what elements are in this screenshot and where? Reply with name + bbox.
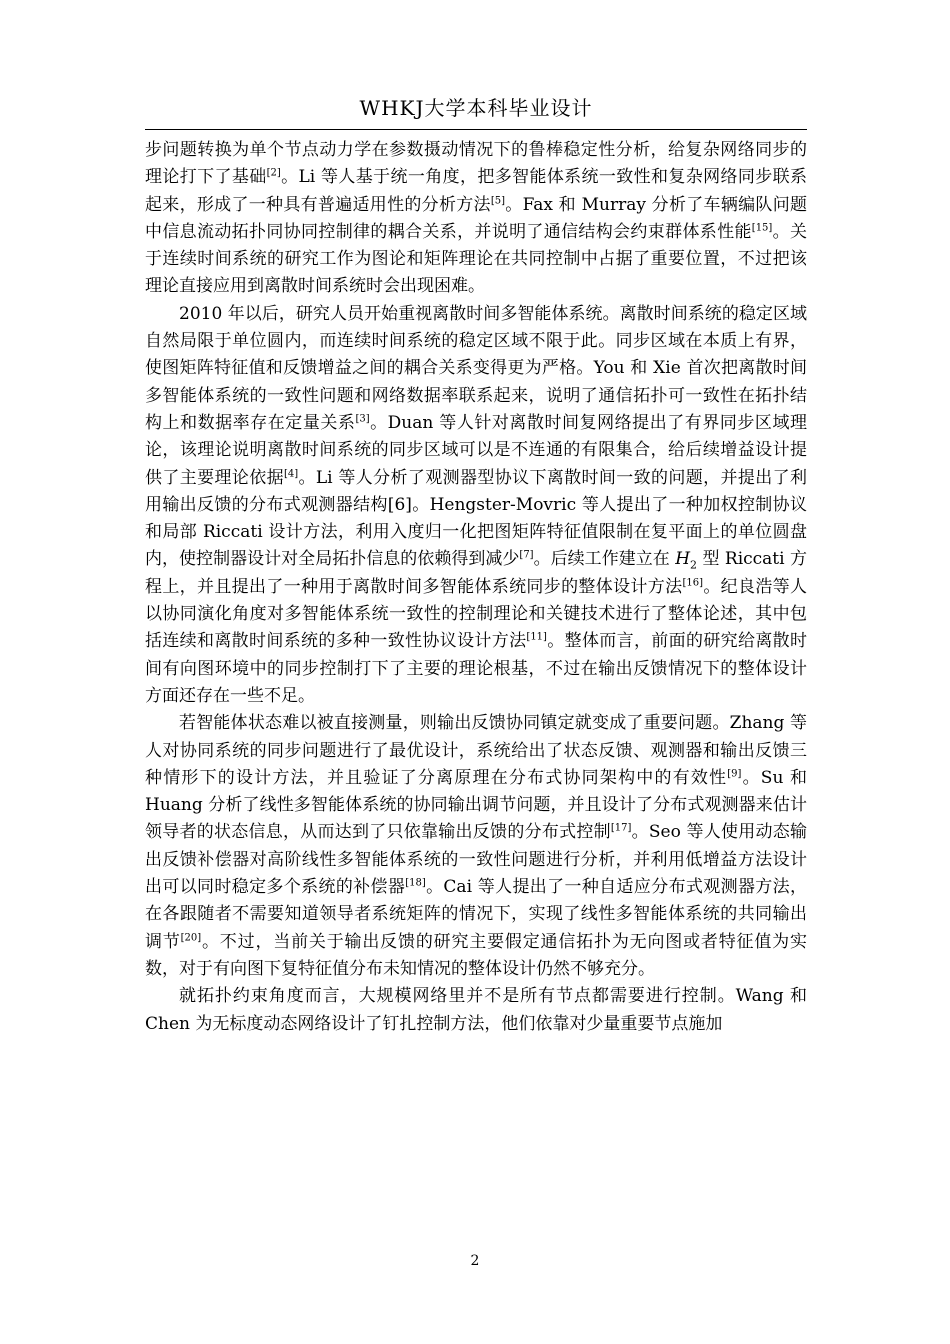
text-run: 。Su 和 Huang 分析了线性多智能体系统的协同输出调节问题，并且设计了分布式观测器来估计领导者的状态信息，从而达到了只依靠输出反馈的分布式控制 — [145, 767, 808, 843]
citation-ref: [2] — [266, 167, 281, 179]
main-text-body — [145, 137, 807, 1038]
citation-ref: [18] — [405, 877, 426, 889]
text-run: 。Seo 等人使用动态输出反馈补偿器对高阶线性多智能体系统的一致性问题进行分析，并利用低增益方法设计出可以同时稳定多个系统的补偿器 — [145, 822, 807, 898]
citation-ref: [3] — [355, 413, 370, 425]
citation-ref: [5] — [490, 194, 505, 206]
citation-ref: [9] — [727, 768, 742, 780]
citation-ref: [17] — [610, 822, 632, 834]
text-run: 2010 年以后，研究人员开始重视离散时间多智能体系统。离散时间系统的稳定区域自然局限于单位圆内，而连续时间系统的稳定区域不限于此。同步区域在本质上有界，使图矩阵特征值和反馈增益之间的耦合关系变得更为严格。You 和 Xie 首次把离散时间多智能体系统的一致性问题和网络数据率联系起来，说明了通信拓扑可一致性在拓扑结构上和数据率存在定量关系 — [145, 303, 807, 433]
body-paragraph — [145, 301, 807, 710]
text-run: 。后续工作建立在 — [533, 549, 676, 570]
citation-ref: [20] — [180, 931, 202, 943]
page-header-title: WHKJ大学本科毕业设计 — [359, 96, 593, 120]
body-paragraph — [145, 983, 807, 1038]
citation-ref: [15] — [751, 222, 773, 234]
citation-ref: [7] — [519, 549, 534, 561]
text-run: 就拓扑约束角度而言，大规模网络里并不是所有节点都需要进行控制。Wang 和 Chen 为无标度动态网络设计了钉扎控制方法，他们依靠对少量重要节点施加 — [145, 986, 807, 1034]
math-symbol — [675, 549, 698, 572]
citation-ref: [16] — [682, 577, 703, 589]
page-number: 2 — [470, 1253, 480, 1269]
body-paragraph — [145, 137, 807, 301]
math-subscript: 2 — [690, 558, 698, 572]
text-run: 。整体而言，前面的研究给离散时间有向图环境中的同步控制打下了主要的理论根基，不过在输出反馈情况下的整体设计方面还存在一些不足。 — [145, 631, 808, 706]
citation-ref: [4] — [283, 467, 299, 479]
text-run: 型 Riccati 方程上，并且提出了一种用于离散时间多智能体系统同步的整体设计方法 — [145, 549, 808, 597]
text-run: 。Duan 等人针对离散时间复网络提出了有界同步区域理论，该理论说明离散时间系统的同步区域可以是不连通的有限集合，给后续增益设计提供了主要理论依据 — [145, 412, 807, 488]
text-run: 若智能体状态难以被直接测量，则输出反馈协同镇定就变成了重要问题。Zhang 等人对协同系统的同步问题进行了最优设计，系统给出了状态反馈、观测器和输出反馈三种情形下的设计方法，并且验证了分离原理在分布式协同架构中的有效性 — [145, 713, 807, 788]
citation-ref: [11] — [526, 631, 547, 643]
text-run: 。纪良浩等人以协同演化角度对多智能体系统一致性的控制理论和关键技术进行了整体论述，其中包括连续和离散时间系统的多种一致性协议设计方法 — [145, 576, 808, 652]
math-variable: H — [675, 549, 691, 570]
text-run: 步问题转换为单个节点动力学在参数摄动情况下的鲁棒稳定性分析，给复杂网络同步的理论打下了基础 — [145, 140, 807, 188]
text-run: 。关于连续时间系统的研究工作为图论和矩阵理论在共同控制中占据了重要位置，不过把该理论直接应用到离散时间系统时会出现困难。 — [145, 221, 808, 297]
text-run: 。Li 等人分析了观测器型协议下离散时间一致的问题，并提出了利用输出反馈的分布式观测器结构[6]。Hengster-Movric 等人提出了一种加权控制协议和局部 Riccati 设计方法，利用入度归一化把图矩阵特征值限制在复平面上的单位圆盘内，使控制器设计对全局拓扑信息的依赖得到减少 — [145, 467, 807, 570]
text-run: 。Li 等人基于统一角度，把多智能体系统一致性和复杂网络同步联系起来，形成了一种具有普遍适用性的分析方法 — [145, 167, 807, 215]
text-run: 。Cai 等人提出了一种自适应分布式观测器方法，在各跟随者不需要知道领导者系统矩阵的情况下，实现了线性多智能体系统的共同输出调节 — [145, 877, 807, 952]
text-run: 。不过，当前关于输出反馈的研究主要假定通信拓扑为无向图或者特征值为实数，对于有向图下复特征值分布未知情况的整体设计仍然不够充分。 — [145, 931, 808, 979]
body-paragraph — [145, 710, 807, 983]
header-divider — [145, 129, 807, 130]
text-run: 。Fax 和 Murray 分析了车辆编队问题中信息流动拓扑同协同控制律的耦合关系，并说明了通信结构会约束群体系性能 — [145, 194, 807, 242]
